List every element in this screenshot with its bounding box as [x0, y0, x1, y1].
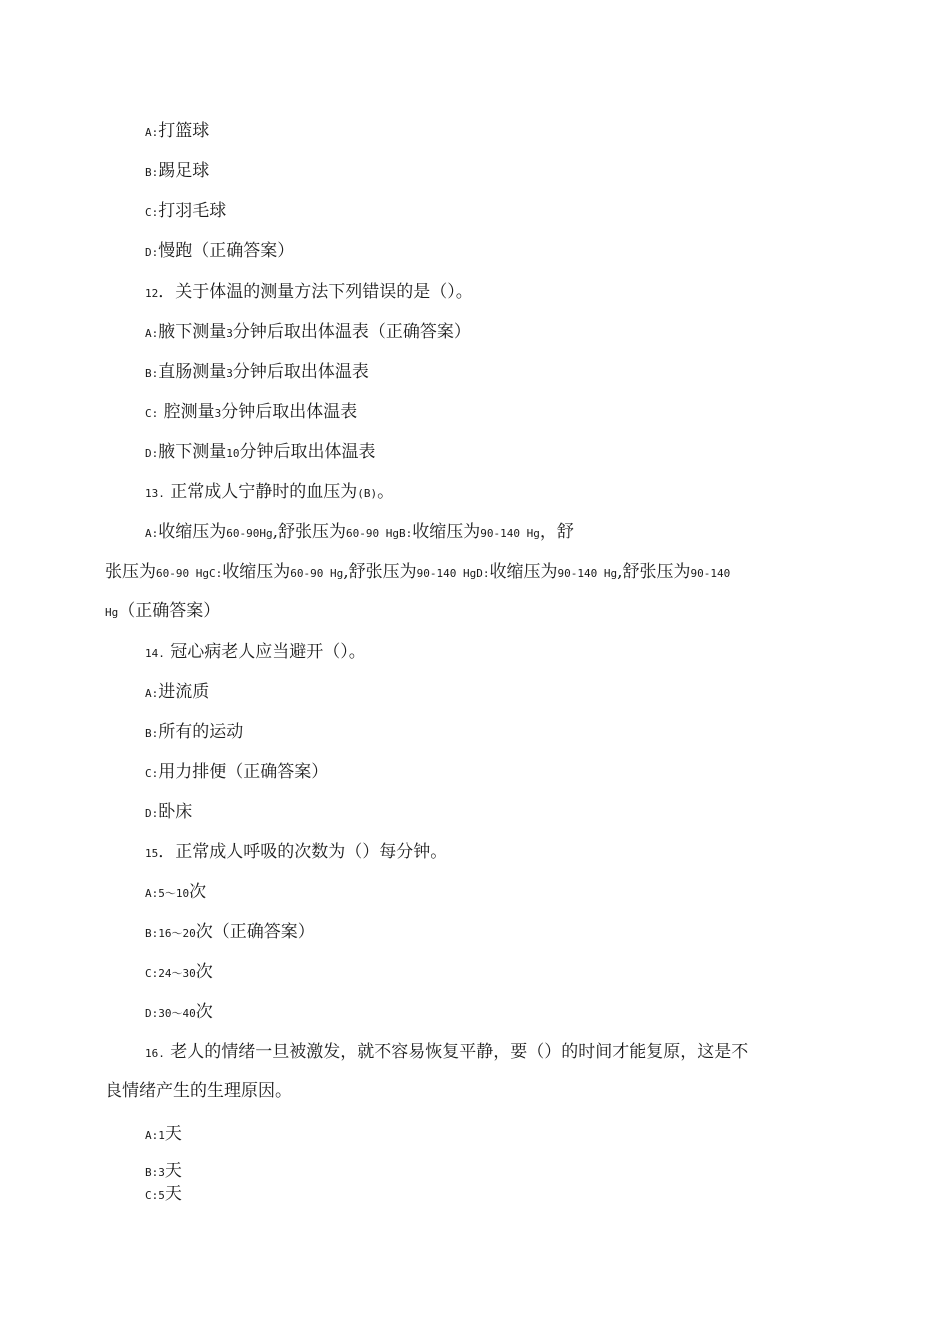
- q13-options-line-1: A:收缩压为60-90Hg,舒张压为60-90 HgB:收缩压为90-140 Hg，舒: [145, 522, 574, 542]
- q12-option-d: D:腋下测量10分钟后取出体温表: [145, 442, 376, 462]
- q16-option-c: C:5天: [145, 1184, 182, 1204]
- q16-option-b: B:3天: [145, 1161, 182, 1181]
- q11-option-d: D:慢跑（正确答案）: [145, 241, 295, 261]
- q15-option-b: B:16〜20次（正确答案）: [145, 922, 315, 942]
- q14-option-b: B:所有的运动: [145, 722, 244, 742]
- q11-option-c: C:打羽毛球: [145, 201, 227, 221]
- question-16: 16. 老人的情绪一旦被激发，就不容易恢复平静，要（）的时间才能复原，这是不: [145, 1042, 749, 1062]
- q11-option-b: B:踢足球: [145, 161, 210, 181]
- question-16-continued: 良情绪产生的生理原因。: [105, 1081, 292, 1101]
- q14-option-c: C:用力排便（正确答案）: [145, 762, 329, 782]
- q14-option-d: D:卧床: [145, 802, 193, 822]
- q11-option-a: A:打篮球: [145, 121, 210, 141]
- question-12: 12．关于体温的测量方法下列错误的是（）。: [145, 282, 473, 302]
- q13-options-line-2: 张压为60-90 HgC:收缩压为60-90 Hg,舒张压为90-140 HgD:收缩压为90-140 Hg,舒张压为90-140: [105, 562, 731, 582]
- q12-option-a: A:腋下测量3分钟后取出体温表（正确答案）: [145, 322, 471, 342]
- q14-option-a: A:进流质: [145, 682, 210, 702]
- q15-option-a: A:5〜10次: [145, 882, 207, 902]
- question-14: 14. 冠心病老人应当避开（）。: [145, 642, 366, 662]
- question-15: 15．正常成人呼吸的次数为（）每分钟。: [145, 842, 448, 862]
- q15-option-d: D:30〜40次: [145, 1002, 213, 1022]
- question-13: 13. 正常成人宁静时的血压为(B)。: [145, 482, 395, 502]
- q13-options-line-3: Hg（正确答案）: [105, 601, 221, 621]
- q12-option-b: B:直肠测量3分钟后取出体温表: [145, 362, 369, 382]
- q12-option-c: C: 腔测量3分钟后取出体温表: [145, 402, 358, 422]
- q15-option-c: C:24〜30次: [145, 962, 213, 982]
- q16-option-a: A:1天: [145, 1124, 182, 1144]
